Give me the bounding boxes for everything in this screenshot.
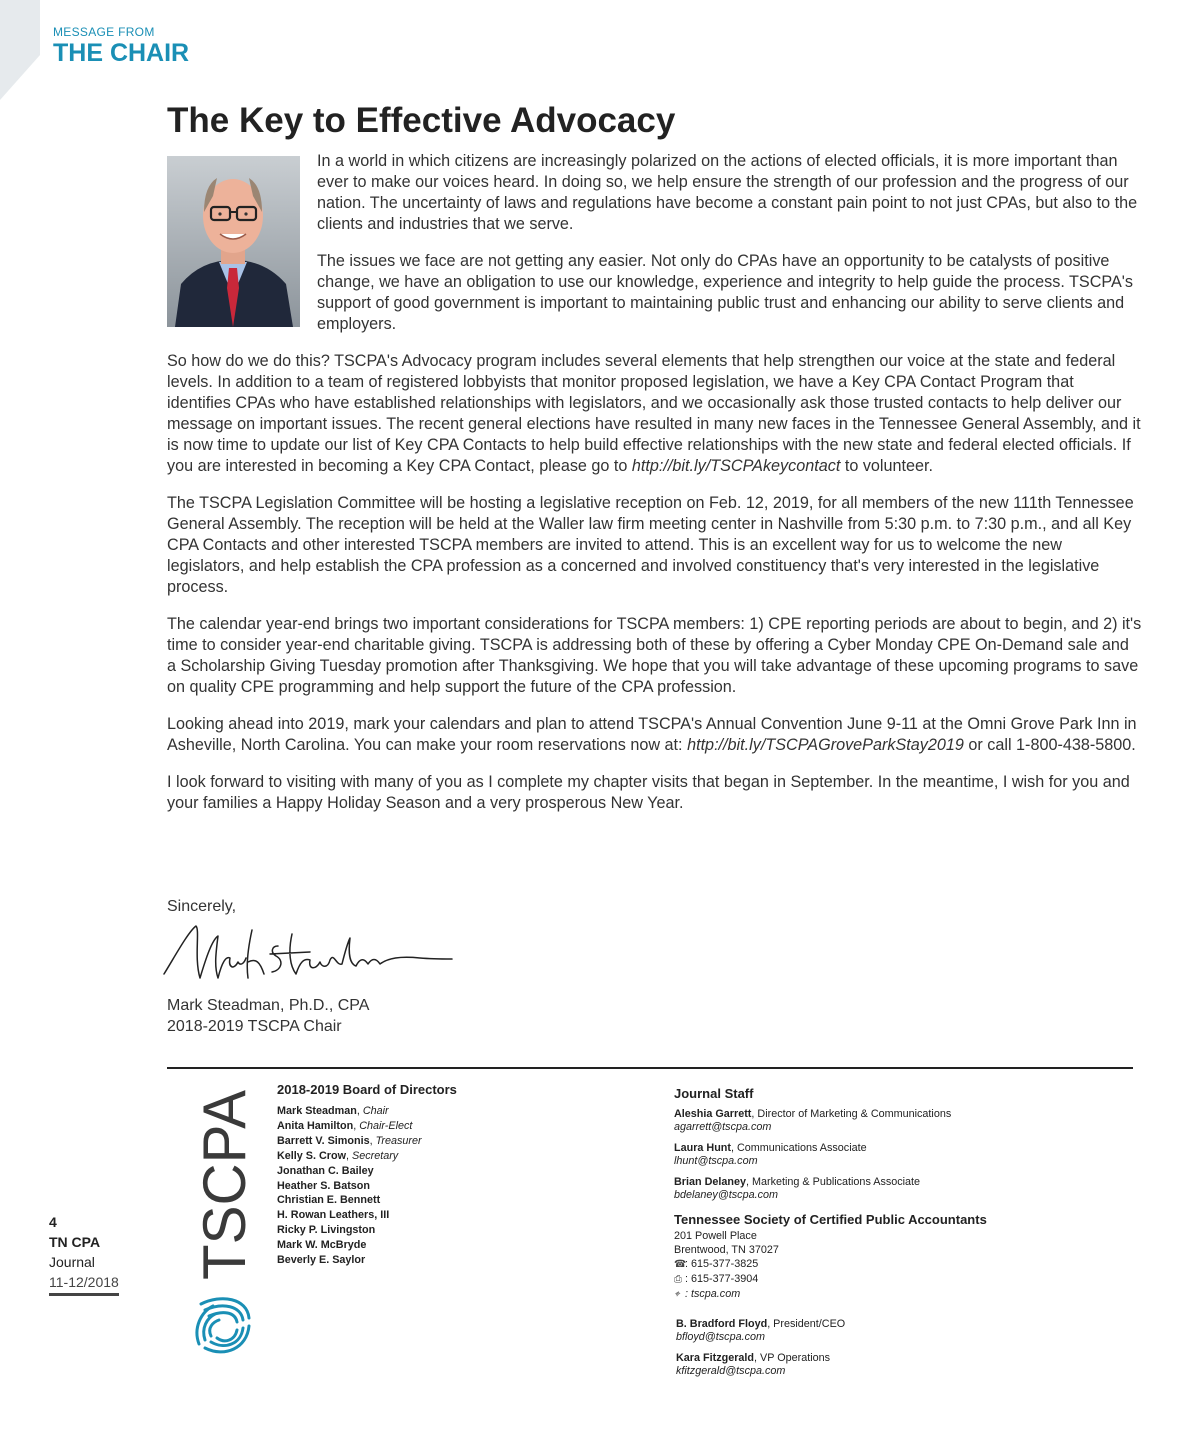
contact-email[interactable]: bdelaney@tscpa.com [674,1189,778,1201]
contact-email[interactable]: kfitzgerald@tscpa.com [676,1365,786,1377]
contact-name: Kara Fitzgerald [676,1352,754,1364]
board-member: Mark Steadman, Chair [277,1105,389,1117]
contact-email[interactable]: lhunt@tscpa.com [674,1155,758,1167]
logo-wordmark-text: TSCPA [191,1084,258,1280]
signer-name: Mark Steadman, Ph.D., CPA [167,997,370,1014]
staff-contact [676,1352,1076,1378]
section-label-big: THE CHAIR [53,39,190,67]
paragraph-5: The calendar year-end brings two important considerations for TSCPA members: 1) CPE reporting periods are about to begin, and 2) it's time to consider year-end charitable giving. TSCPA is addressing both of these by offering a Cyber Monday CPE On-Demand sale and a Scholarship Giving Tuesday promotion after Thanksgiving. We hope that you will take advantage of these upcoming programs to save on quality CPE programming and help support the future of the CPA profession. [167,615,1142,696]
board-member-name: Kelly S. Crow [277,1149,346,1162]
paragraph-6-text: Looking ahead into 2019, mark your calendars and plan to attend TSCPA's Annual Convention June 9-11 at the Omni Grove Park Inn in Asheville, North Carolina. You can make your room reservations now at: [167,715,1137,754]
tscpa-logo-wordmark [191,1084,258,1282]
phone-icon: ☎ [674,1259,687,1270]
org-contact-block [674,1212,1134,1302]
contact-name: B. Bradford Floyd [676,1318,768,1330]
board-member-name: Barrett V. Simonis [277,1134,370,1147]
board-member [277,1164,457,1179]
board-member [277,1223,457,1238]
board-member-name: Christian E. Bennett [277,1194,381,1207]
journal-staff [674,1086,1134,1302]
board-member-role: Secretary [352,1149,399,1162]
article-title: The Key to Effective Advocacy [167,101,676,140]
contact-email[interactable]: agarrett@tscpa.com [674,1121,772,1133]
paragraph-4: The TSCPA Legislation Committee will be hosting a legislative reception on Feb. 12, 2019, for all members of the new 111th Tennessee General Assembly. The reception will be held at the Waller law firm meeting center in Nashville from 5:30 p.m. to 7:30 p.m., and all Key CPA Contacts and other interested TSCPA members are invited to attend. This is an excellent way for us to welcome the new legislators, and help establish the CPA profession as a concerned and involved constituency that's very interested in the legislative process. [167,494,1134,596]
board-member-role: Chair [362,1105,389,1117]
intro-text [317,151,1147,351]
author-photo [167,156,300,327]
board-member-list [277,1104,457,1268]
board-member: Anita Hamilton, Chair-Elect [277,1119,413,1132]
contact-title: , Communications Associate [730,1142,867,1154]
corner-tab-decoration [0,0,40,100]
org-phone [674,1257,1134,1272]
staff-contact [676,1318,1076,1344]
board-member-name: Heather S. Batson [277,1179,370,1192]
signer-title: 2018-2019 TSCPA Chair [167,1018,342,1035]
tscpa-logo-icon [191,1290,259,1360]
signature-image [160,918,460,990]
page-number: 4 [49,1214,57,1230]
page-info [49,1212,129,1296]
board-member-name: Mark Steadman [277,1105,357,1117]
board-member [277,1253,457,1268]
fax-icon: ⎙ [674,1274,682,1285]
paragraph-3 [167,351,1142,477]
board-heading: 2018-2019 Board of Directors [277,1082,457,1097]
grove-park-link[interactable]: http://bit.ly/TSCPAGroveParkStay2019 [687,736,964,754]
board-of-directors [277,1082,457,1268]
paragraph-3-tail: to volunteer. [840,457,934,475]
section-label-small: MESSAGE FROM [53,25,155,39]
org-address-line-2: Brentwood, TN 37027 [674,1244,779,1256]
staff-heading: Journal Staff [674,1086,754,1101]
contact-title: , Marketing & Publications Associate [746,1176,921,1188]
publication-name: TN CPA [49,1234,101,1250]
board-member-name: Jonathan C. Bailey [277,1164,374,1177]
paragraph-1: In a world in which citizens are increasingly polarized on the actions of elected officials, it is more important than ever to make our voices heard. In doing so, we help ensure the strength of our profession and the progress of our nation. The uncertainty of laws and regulations have become a constant pain point to not just CPAs, but also to the clients and industries that we serve. [317,152,1138,233]
footer-divider [167,1067,1133,1069]
board-member: Kelly S. Crow, Secretary [277,1149,399,1162]
publication-subtitle: Journal [49,1254,95,1270]
org-phone-number: : 615-377-3825 [685,1258,759,1270]
paragraph-3-text: So how do we do this? TSCPA's Advocacy program includes several elements that help strengthen our voice at the state and federal levels. In addition to a team of registered lobbyists that monitor proposed legislation, we have a Key CPA Contact Program that identifies CPAs who have established relationships with legislators, and we occasionally ask those trusted contacts to help deliver our message on important issues. The recent general elections have resulted in many new faces in the Tennessee General Assembly, and it is now time to update our list of Key CPA Contacts to help build effective relationships with the new state and federal elected officials. If you are interested in becoming a Key CPA Contact, please go to [167,352,1141,475]
board-member [277,1208,457,1223]
contact-name: Aleshia Garrett [674,1108,752,1120]
board-member [277,1238,457,1253]
board-member-name: H. Rowan Leathers, III [277,1209,390,1222]
paragraph-2: The issues we face are not getting any easier. Not only do CPAs have an opportunity to be catalysts of positive change, we have an obligation to use our knowledge, experience and integrity to help guide the process. TSCPA's support of good government is important to maintaining public trust and enhancing our ability to serve clients and employers. [317,252,1133,333]
board-member: Barrett V. Simonis, Treasurer [277,1134,422,1147]
board-member-role: Chair-Elect [359,1119,413,1132]
org-address-line-1: 201 Powell Place [674,1230,757,1242]
key-contact-link[interactable]: http://bit.ly/TSCPAkeycontact [631,457,841,475]
paragraph-6 [167,714,1142,756]
article-body [167,351,1142,830]
web-icon: ⌖ [674,1289,680,1300]
paragraph-6-tail: or call 1-800-438-5800. [963,736,1136,754]
org-fax-number: : 615-377-3904 [685,1273,759,1285]
signer-block [167,995,369,1037]
org-website-url[interactable]: : tscpa.com [685,1288,741,1300]
paragraph-7: I look forward to visiting with many of you as I complete my chapter visits that began in September. In the meantime, I wish for you and your families a Happy Holiday Season and a very prosperous New Year. [167,773,1130,812]
staff-contact [674,1108,1134,1134]
closing-salutation: Sincerely, [167,898,237,915]
board-member-role: Treasurer [375,1134,422,1147]
contact-email[interactable]: bfloyd@tscpa.com [676,1331,765,1343]
board-member-name: Ricky P. Livingston [277,1224,376,1237]
staff-list [674,1108,1134,1202]
contact-title: , Director of Marketing & Communications [751,1108,952,1120]
contact-name: Laura Hunt [674,1142,731,1154]
board-member [277,1179,457,1194]
issue-date: 11-12/2018 [49,1272,119,1296]
executive-contacts [676,1318,1076,1386]
contact-name: Brian Delaney [674,1176,747,1188]
staff-contact [674,1142,1134,1168]
org-fax [674,1272,1134,1287]
staff-contact [674,1176,1134,1202]
contact-title: , President/CEO [767,1318,846,1330]
board-member-name: Mark W. McBryde [277,1239,367,1252]
contact-title: , VP Operations [754,1352,831,1364]
section-label [53,25,189,67]
board-member-name: Beverly E. Saylor [277,1254,366,1267]
org-website[interactable] [674,1287,1134,1302]
board-member-name: Anita Hamilton [277,1119,354,1132]
org-name: Tennessee Society of Certified Public Accountants [674,1212,987,1227]
board-member [277,1193,457,1208]
